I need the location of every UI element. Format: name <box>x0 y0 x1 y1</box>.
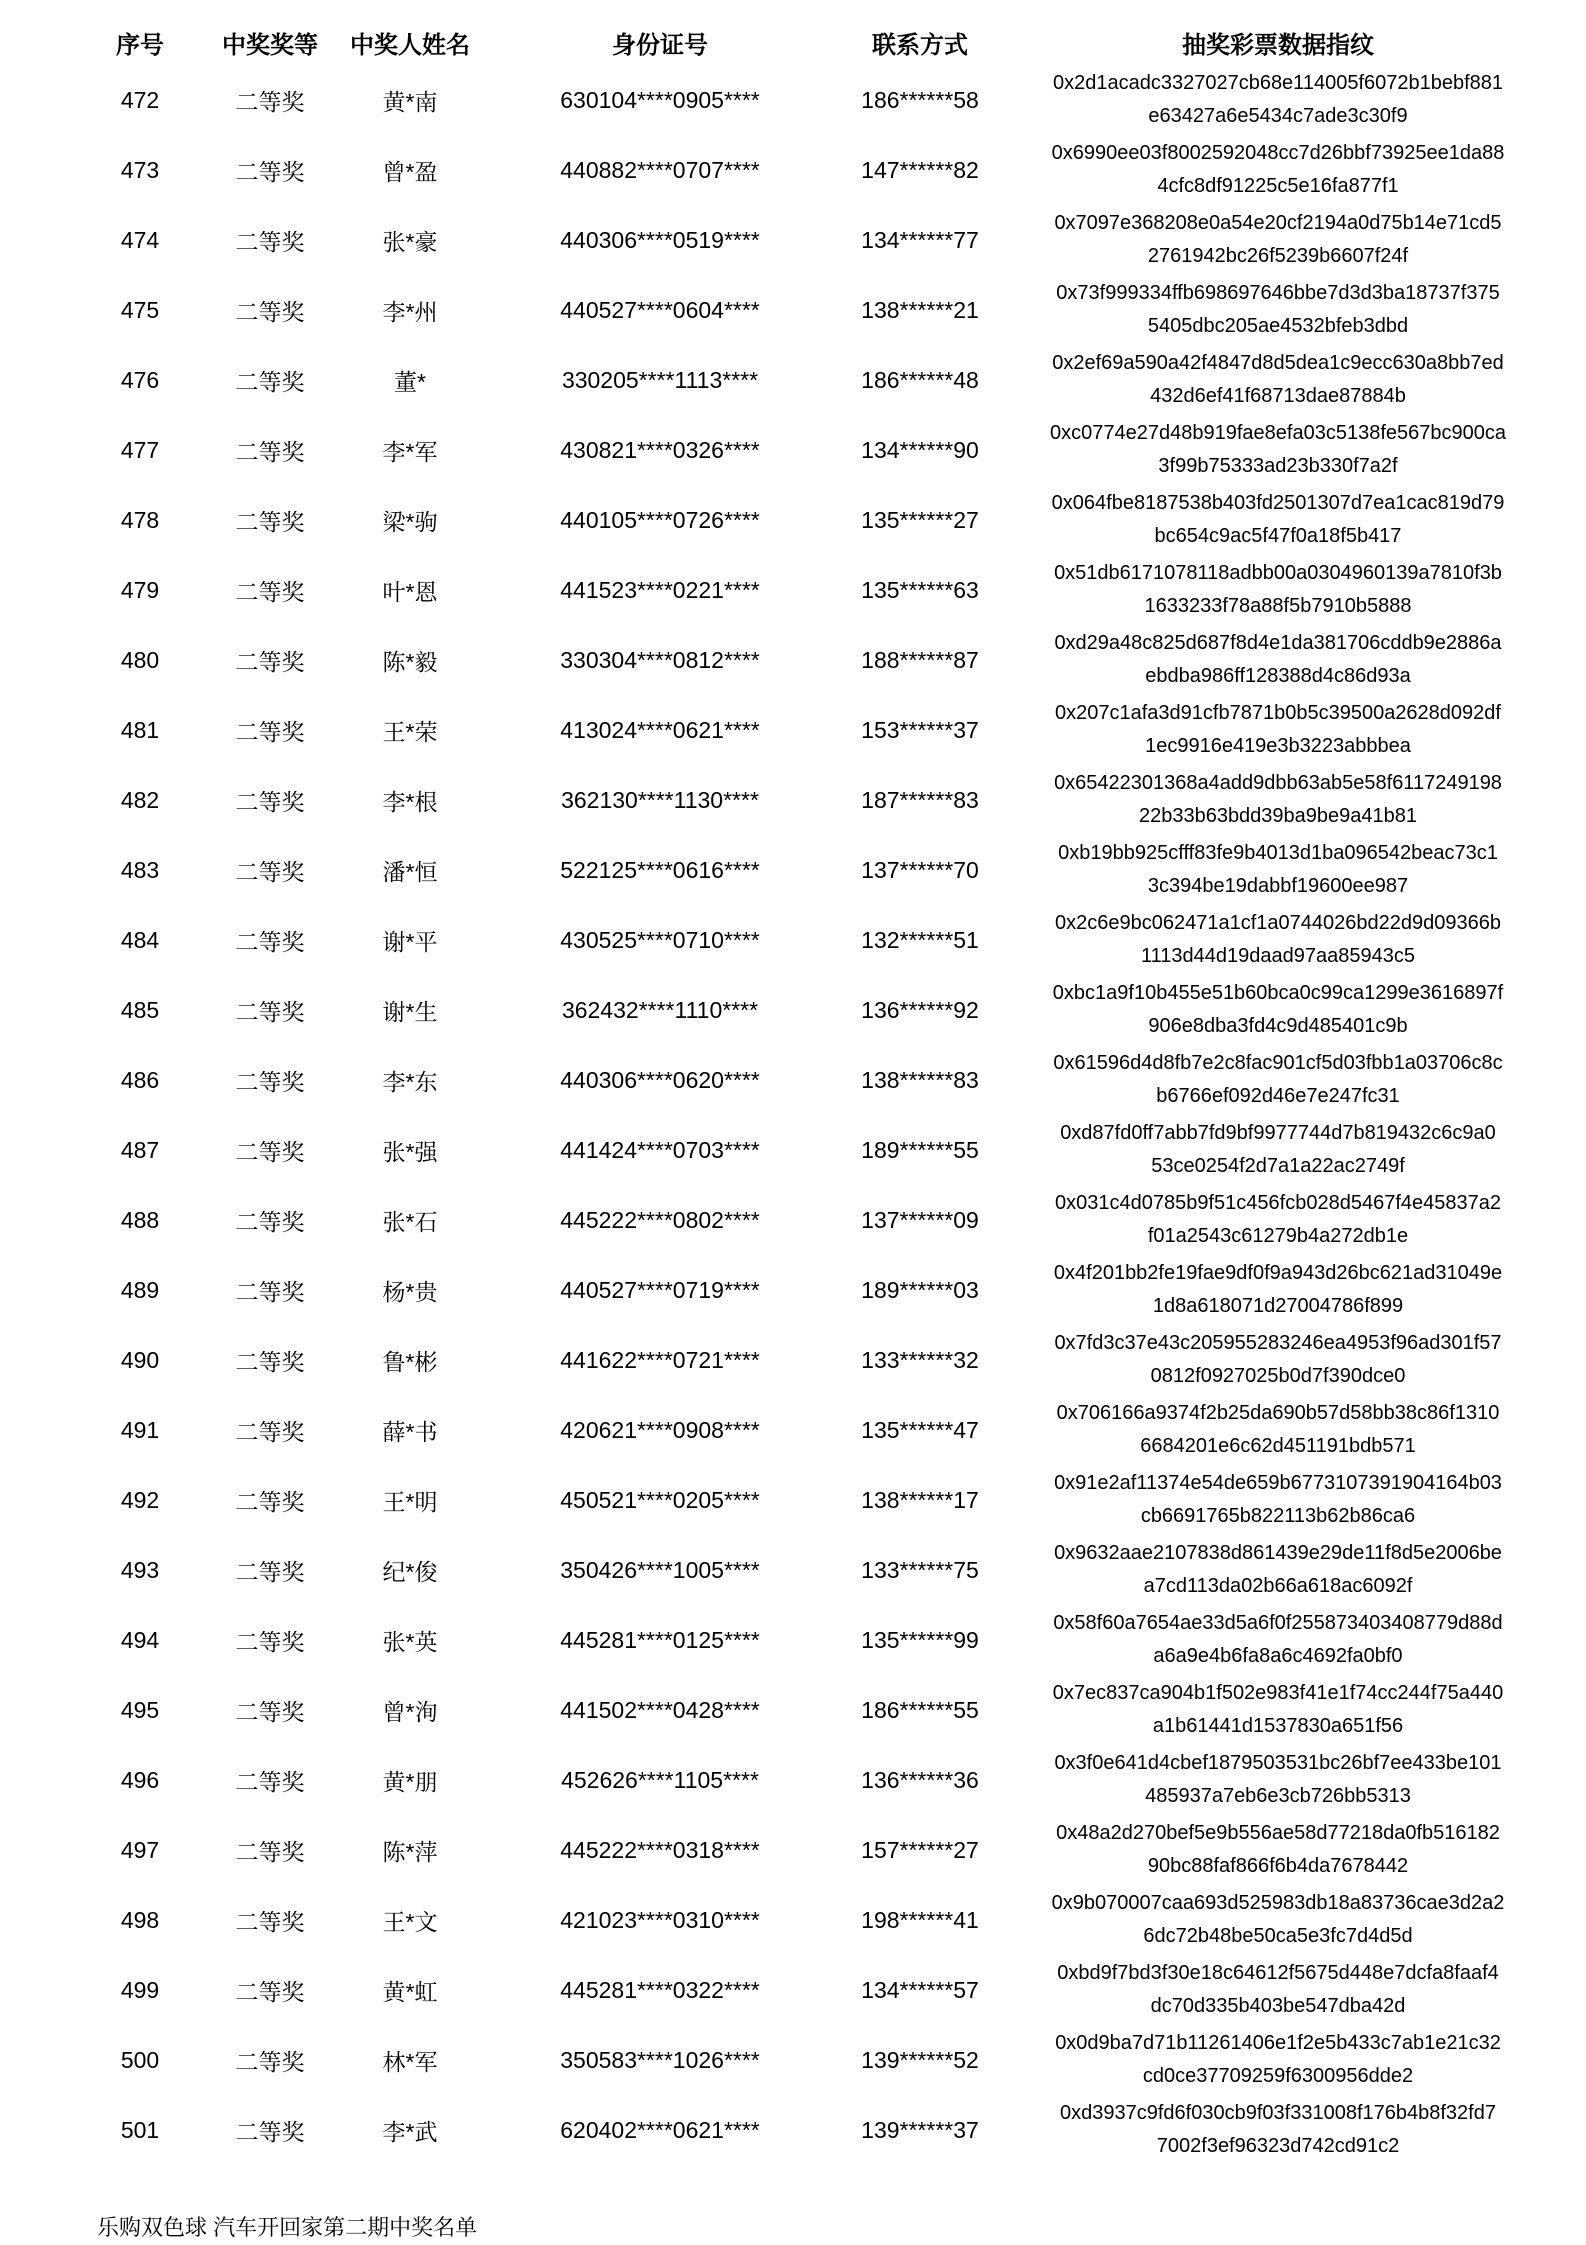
cell-prize-level: 二等奖 <box>235 2048 305 2075</box>
cell-winner-name: 王*荣 <box>382 718 438 745</box>
cell-winner-name: 谢*平 <box>382 928 438 955</box>
table-row <box>55 975 1531 1045</box>
cell-prize-level: 二等奖 <box>235 718 305 745</box>
cell-id-number: 430821****0326**** <box>560 436 760 463</box>
fingerprint-line-2: a1b61441d1537830a651f56 <box>1152 1715 1404 1737</box>
cell-phone: 187******83 <box>861 786 979 813</box>
cell-serial-number: 474 <box>120 226 160 253</box>
cell-phone: 135******63 <box>861 576 979 603</box>
fingerprint-line-1: 0x3f0e641d4cbef1879503531bc26bf7ee433be101 <box>1054 1752 1502 1774</box>
fingerprint-line-2: b6766ef092d46e7e247fc31 <box>1156 1085 1400 1107</box>
cell-winner-name: 潘*恒 <box>382 858 438 885</box>
cell-prize-level: 二等奖 <box>235 1838 305 1865</box>
cell-phone: 186******48 <box>861 366 979 393</box>
cell-prize-level: 二等奖 <box>235 1768 305 1795</box>
table-row <box>55 1115 1531 1185</box>
fingerprint-line-2: cb6691765b822113b62b86ca6 <box>1140 1505 1416 1527</box>
cell-id-number: 413024****0621**** <box>560 716 760 743</box>
fingerprint-line-1: 0x2d1acadc3327027cb68e114005f6072b1bebf881 <box>1052 72 1504 94</box>
cell-winner-name: 陈*萍 <box>382 1838 438 1865</box>
table-row <box>55 345 1531 415</box>
table-row <box>55 1815 1531 1885</box>
cell-prize-level: 二等奖 <box>235 2118 305 2145</box>
cell-id-number: 441622****0721**** <box>560 1346 760 1373</box>
cell-serial-number: 488 <box>120 1206 160 1233</box>
cell-phone: 138******83 <box>861 1066 979 1093</box>
table-header <box>55 0 1531 65</box>
cell-serial-number: 477 <box>120 436 160 463</box>
cell-winner-name: 张*豪 <box>382 228 438 255</box>
fingerprint-line-2: a6a9e4b6fa8a6c4692fa0bf0 <box>1153 1645 1403 1667</box>
table-row <box>55 1535 1531 1605</box>
cell-phone: 137******70 <box>861 856 979 883</box>
fingerprint-line-1: 0x7fd3c37e43c205955283246ea4953f96ad301f57 <box>1054 1332 1502 1354</box>
cell-phone: 198******41 <box>861 1906 979 1933</box>
cell-phone: 132******51 <box>861 926 979 953</box>
cell-winner-name: 黄*南 <box>382 88 438 115</box>
fingerprint-line-1: 0x73f999334ffb698697646bbe7d3d3ba18737f375 <box>1056 282 1500 304</box>
cell-serial-number: 483 <box>120 856 160 883</box>
fingerprint-line-2: f01a2543c61279b4a272db1e <box>1147 1225 1409 1247</box>
cell-prize-level: 二等奖 <box>235 858 305 885</box>
cell-prize-level: 二等奖 <box>235 368 305 395</box>
table-row <box>55 135 1531 205</box>
table-row <box>55 765 1531 835</box>
cell-prize-level: 二等奖 <box>235 228 305 255</box>
cell-phone: 136******36 <box>861 1766 979 1793</box>
fingerprint-line-1: 0x6990ee03f8002592048cc7d26bbf73925ee1da88 <box>1051 142 1505 164</box>
cell-ticket-fingerprint <box>1025 1675 1531 1745</box>
cell-id-number: 450521****0205**** <box>560 1486 760 1513</box>
fingerprint-line-1: 0x58f60a7654ae33d5a6f0f255873403408779d88d <box>1053 1612 1503 1634</box>
table-row <box>55 1675 1531 1745</box>
cell-winner-name: 张*英 <box>382 1628 438 1655</box>
cell-phone: 133******75 <box>861 1556 979 1583</box>
cell-prize-level: 二等奖 <box>235 1208 305 1235</box>
column-header-prize: 中奖奖等 <box>222 32 318 59</box>
cell-id-number: 522125****0616**** <box>560 856 760 883</box>
cell-ticket-fingerprint <box>1025 1465 1531 1535</box>
cell-ticket-fingerprint <box>1025 345 1531 415</box>
cell-prize-level: 二等奖 <box>235 1908 305 1935</box>
cell-prize-level: 二等奖 <box>235 1068 305 1095</box>
cell-serial-number: 485 <box>120 996 160 1023</box>
table-row <box>55 1745 1531 1815</box>
fingerprint-line-1: 0x7097e368208e0a54e20cf2194a0d75b14e71cd5 <box>1054 212 1502 234</box>
cell-phone: 135******47 <box>861 1416 979 1443</box>
fingerprint-line-1: 0x51db6171078118adbb00a0304960139a7810f3b <box>1054 562 1502 584</box>
cell-ticket-fingerprint <box>1025 485 1531 555</box>
cell-ticket-fingerprint <box>1025 1185 1531 1255</box>
cell-winner-name: 纪*俊 <box>382 1558 438 1585</box>
fingerprint-line-2: 432d6ef41f68713dae87884b <box>1150 385 1406 407</box>
cell-prize-level: 二等奖 <box>235 998 305 1025</box>
cell-id-number: 420621****0908**** <box>560 1416 760 1443</box>
cell-winner-name: 王*文 <box>382 1908 438 1935</box>
cell-phone: 134******57 <box>861 1976 979 2003</box>
cell-id-number: 445281****0125**** <box>560 1626 760 1653</box>
fingerprint-line-2: 6dc72b48be50ca5e3fc7d4d5d <box>1143 1925 1413 1947</box>
cell-phone: 153******37 <box>861 716 979 743</box>
cell-id-number: 440882****0707**** <box>560 156 760 183</box>
cell-ticket-fingerprint <box>1025 555 1531 625</box>
cell-prize-level: 二等奖 <box>235 1348 305 1375</box>
table-row <box>55 695 1531 765</box>
table-row <box>55 1955 1531 2025</box>
cell-phone: 189******55 <box>861 1136 979 1163</box>
cell-winner-name: 叶*恩 <box>382 578 438 605</box>
cell-serial-number: 480 <box>120 646 160 673</box>
cell-phone: 186******55 <box>861 1696 979 1723</box>
cell-prize-level: 二等奖 <box>235 1418 305 1445</box>
cell-phone: 138******17 <box>861 1486 979 1513</box>
cell-serial-number: 501 <box>120 2116 160 2143</box>
table-row <box>55 1045 1531 1115</box>
cell-id-number: 350583****1026**** <box>560 2046 760 2073</box>
cell-ticket-fingerprint <box>1025 1955 1531 2025</box>
column-header-id: 身份证号 <box>612 32 708 59</box>
cell-phone: 147******82 <box>861 156 979 183</box>
cell-phone: 135******99 <box>861 1626 979 1653</box>
fingerprint-line-2: 1113d44d19daad97aa85943c5 <box>1141 945 1415 967</box>
table-row <box>55 1255 1531 1325</box>
cell-winner-name: 张*强 <box>382 1138 438 1165</box>
table-row <box>55 65 1531 135</box>
cell-phone: 139******52 <box>861 2046 979 2073</box>
footer-caption: 乐购双色球 汽车开回家第二期中奖名单 <box>97 2215 478 2240</box>
cell-phone: 134******90 <box>861 436 979 463</box>
cell-serial-number: 492 <box>120 1486 160 1513</box>
cell-ticket-fingerprint <box>1025 1395 1531 1465</box>
cell-prize-level: 二等奖 <box>235 1558 305 1585</box>
column-header-no: 序号 <box>116 32 164 59</box>
fingerprint-line-2: 6684201e6c62d451191bdb571 <box>1140 1435 1416 1457</box>
table-row <box>55 1885 1531 1955</box>
fingerprint-line-2: 3f99b75333ad23b330f7a2f <box>1158 455 1398 477</box>
cell-serial-number: 497 <box>120 1836 160 1863</box>
cell-id-number: 440306****0519**** <box>560 226 760 253</box>
table-row <box>55 2025 1531 2095</box>
fingerprint-line-2: 4cfc8df91225c5e16fa877f1 <box>1157 175 1399 197</box>
cell-serial-number: 476 <box>120 366 160 393</box>
cell-ticket-fingerprint <box>1025 1605 1531 1675</box>
cell-ticket-fingerprint <box>1025 135 1531 205</box>
cell-ticket-fingerprint <box>1025 1535 1531 1605</box>
fingerprint-line-1: 0x031c4d0785b9f51c456fcb028d5467f4e45837a2 <box>1055 1192 1501 1214</box>
cell-serial-number: 486 <box>120 1066 160 1093</box>
cell-serial-number: 489 <box>120 1276 160 1303</box>
cell-id-number: 440306****0620**** <box>560 1066 760 1093</box>
column-header-name: 中奖人姓名 <box>350 32 470 59</box>
fingerprint-line-2: cd0ce37709259f6300956dde2 <box>1142 2065 1414 2087</box>
table-row <box>55 485 1531 555</box>
fingerprint-line-1: 0xc0774e27d48b919fae8efa03c5138fe567bc900ca <box>1050 422 1506 444</box>
cell-winner-name: 黄*虹 <box>382 1978 438 2005</box>
fingerprint-line-1: 0x064fbe8187538b403fd2501307d7ea1cac819d79 <box>1051 492 1505 514</box>
table-row <box>55 905 1531 975</box>
cell-prize-level: 二等奖 <box>235 648 305 675</box>
table-row <box>55 205 1531 275</box>
cell-serial-number: 478 <box>120 506 160 533</box>
cell-id-number: 440527****0604**** <box>560 296 760 323</box>
fingerprint-line-2: 90bc88faf866f6b4da7678442 <box>1147 1855 1409 1877</box>
cell-prize-level: 二等奖 <box>235 508 305 535</box>
table-row <box>55 625 1531 695</box>
cell-serial-number: 472 <box>120 86 160 113</box>
fingerprint-line-1: 0xd3937c9fd6f030cb9f03f331008f176b4b8f32fd7 <box>1060 2102 1496 2124</box>
fingerprint-line-1: 0x9632aae2107838d861439e29de11f8d5e2006be <box>1054 1542 1502 1564</box>
table-body <box>55 65 1531 2165</box>
table-row <box>55 2095 1531 2165</box>
cell-serial-number: 475 <box>120 296 160 323</box>
cell-id-number: 620402****0621**** <box>560 2116 760 2143</box>
fingerprint-line-1: 0x2c6e9bc062471a1cf1a0744026bd22d9d09366b <box>1055 912 1501 934</box>
cell-ticket-fingerprint <box>1025 1325 1531 1395</box>
cell-winner-name: 曾*盈 <box>382 158 438 185</box>
cell-id-number: 350426****1005**** <box>560 1556 760 1583</box>
cell-winner-name: 黄*朋 <box>382 1768 438 1795</box>
cell-prize-level: 二等奖 <box>235 1138 305 1165</box>
cell-id-number: 430525****0710**** <box>560 926 760 953</box>
fingerprint-line-2: bc654c9ac5f47f0a18f5b417 <box>1154 525 1402 547</box>
cell-phone: 134******77 <box>861 226 979 253</box>
cell-ticket-fingerprint <box>1025 415 1531 485</box>
cell-ticket-fingerprint <box>1025 1045 1531 1115</box>
cell-id-number: 330304****0812**** <box>560 646 760 673</box>
cell-prize-level: 二等奖 <box>235 1488 305 1515</box>
cell-ticket-fingerprint <box>1025 1255 1531 1325</box>
fingerprint-line-1: 0x65422301368a4add9dbb63ab5e58f6117249198 <box>1054 772 1502 794</box>
cell-serial-number: 490 <box>120 1346 160 1373</box>
fingerprint-line-1: 0x4f201bb2fe19fae9df0f9a943d26bc621ad31049e <box>1053 1262 1503 1284</box>
cell-prize-level: 二等奖 <box>235 88 305 115</box>
table-row <box>55 835 1531 905</box>
cell-winner-name: 鲁*彬 <box>382 1348 438 1375</box>
cell-prize-level: 二等奖 <box>235 1978 305 2005</box>
table-row <box>55 555 1531 625</box>
cell-winner-name: 董* <box>394 368 426 395</box>
cell-serial-number: 473 <box>120 156 160 183</box>
cell-ticket-fingerprint <box>1025 275 1531 345</box>
cell-ticket-fingerprint <box>1025 2025 1531 2095</box>
cell-ticket-fingerprint <box>1025 625 1531 695</box>
table-row <box>55 1395 1531 1465</box>
cell-serial-number: 479 <box>120 576 160 603</box>
cell-ticket-fingerprint <box>1025 1115 1531 1185</box>
fingerprint-line-1: 0xbd9f7bd3f30e18c64612f5675d448e7dcfa8faaf4 <box>1057 1962 1499 1984</box>
cell-winner-name: 梁*驹 <box>382 508 438 535</box>
cell-id-number: 452626****1105**** <box>561 1766 759 1793</box>
cell-id-number: 441523****0221**** <box>560 576 760 603</box>
cell-winner-name: 王*明 <box>382 1488 438 1515</box>
cell-ticket-fingerprint <box>1025 1745 1531 1815</box>
fingerprint-line-2: 0812f0927025b0d7f390dce0 <box>1150 1365 1406 1387</box>
cell-phone: 133******32 <box>861 1346 979 1373</box>
fingerprint-line-2: dc70d335b403be547dba42d <box>1150 1995 1406 2017</box>
fingerprint-line-2: 1d8a618071d27004786f899 <box>1152 1295 1404 1317</box>
cell-prize-level: 二等奖 <box>235 788 305 815</box>
cell-prize-level: 二等奖 <box>235 298 305 325</box>
cell-winner-name: 薛*书 <box>382 1418 438 1445</box>
cell-winner-name: 李*武 <box>382 2118 438 2145</box>
table-row <box>55 415 1531 485</box>
table-row <box>55 1465 1531 1535</box>
cell-serial-number: 500 <box>120 2046 160 2073</box>
cell-ticket-fingerprint <box>1025 65 1531 135</box>
cell-phone: 157******27 <box>861 1836 979 1863</box>
fingerprint-line-1: 0xd87fd0ff7abb7fd9bf9977744d7b819432c6c9a0 <box>1060 1122 1496 1144</box>
fingerprint-line-2: 5405dbc205ae4532bfeb3dbd <box>1147 315 1409 337</box>
cell-prize-level: 二等奖 <box>235 1628 305 1655</box>
fingerprint-line-1: 0x207c1afa3d91cfb7871b0b5c39500a2628d092df <box>1055 702 1501 724</box>
cell-phone: 188******87 <box>861 646 979 673</box>
cell-prize-level: 二等奖 <box>235 438 305 465</box>
fingerprint-line-1: 0x0d9ba7d71b11261406e1f2e5b433c7ab1e21c32 <box>1055 2032 1501 2054</box>
cell-phone: 138******21 <box>861 296 979 323</box>
cell-id-number: 445281****0322**** <box>560 1976 760 2003</box>
fingerprint-line-2: e63427a6e5434c7ade3c30f9 <box>1148 105 1408 127</box>
cell-winner-name: 曾*洵 <box>382 1698 438 1725</box>
cell-winner-name: 杨*贵 <box>382 1278 438 1305</box>
cell-winner-name: 陈*毅 <box>382 648 438 675</box>
fingerprint-line-1: 0x706166a9374f2b25da690b57d58bb38c86f1310 <box>1056 1402 1500 1424</box>
cell-winner-name: 谢*生 <box>382 998 438 1025</box>
cell-winner-name: 李*东 <box>382 1068 438 1095</box>
cell-id-number: 445222****0318**** <box>560 1836 760 1863</box>
fingerprint-line-2: 485937a7eb6e3cb726bb5313 <box>1145 1785 1411 1807</box>
column-header-fingerprint: 抽奖彩票数据指纹 <box>1182 32 1374 59</box>
cell-winner-name: 张*石 <box>382 1208 438 1235</box>
fingerprint-line-2: 7002f3ef96323d742cd91c2 <box>1156 2135 1400 2157</box>
fingerprint-line-2: ebdba986ff128388d4c86d93a <box>1145 665 1411 687</box>
cell-serial-number: 498 <box>120 1906 160 1933</box>
cell-phone: 189******03 <box>861 1276 979 1303</box>
cell-serial-number: 487 <box>120 1136 160 1163</box>
cell-winner-name: 李*军 <box>382 438 438 465</box>
cell-serial-number: 496 <box>120 1766 160 1793</box>
cell-serial-number: 491 <box>120 1416 160 1443</box>
cell-winner-name: 李*根 <box>382 788 438 815</box>
cell-id-number: 441424****0703**** <box>560 1136 760 1163</box>
cell-prize-level: 二等奖 <box>235 1278 305 1305</box>
fingerprint-line-1: 0xb19bb925cfff83fe9b4013d1ba096542beac73c1 <box>1058 842 1498 864</box>
cell-id-number: 441502****0428**** <box>560 1696 760 1723</box>
cell-serial-number: 494 <box>120 1626 160 1653</box>
fingerprint-line-2: 22b33b63bdd39ba9be9a41b81 <box>1138 805 1418 827</box>
cell-prize-level: 二等奖 <box>235 928 305 955</box>
fingerprint-line-1: 0xd29a48c825d687f8d4e1da381706cddb9e2886a <box>1054 632 1502 654</box>
cell-serial-number: 481 <box>120 716 160 743</box>
table-row <box>55 1605 1531 1675</box>
cell-id-number: 440105****0726**** <box>560 506 760 533</box>
table-row <box>55 1185 1531 1255</box>
cell-serial-number: 499 <box>120 1976 160 2003</box>
cell-phone: 186******58 <box>861 86 979 113</box>
cell-id-number: 362130****1130**** <box>561 786 759 813</box>
cell-ticket-fingerprint <box>1025 695 1531 765</box>
fingerprint-line-2: 2761942bc26f5239b6607f24f <box>1147 245 1409 267</box>
cell-phone: 139******37 <box>861 2116 979 2143</box>
cell-id-number: 445222****0802**** <box>560 1206 760 1233</box>
cell-serial-number: 484 <box>120 926 160 953</box>
cell-prize-level: 二等奖 <box>235 1698 305 1725</box>
fingerprint-line-1: 0x7ec837ca904b1f502e983f41e1f74cc244f75a440 <box>1052 1682 1504 1704</box>
cell-winner-name: 林*军 <box>382 2048 438 2075</box>
fingerprint-line-1: 0xbc1a9f10b455e51b60bca0c99ca1299e3616897f <box>1052 982 1504 1004</box>
cell-ticket-fingerprint <box>1025 1885 1531 1955</box>
fingerprint-line-2: 1633233f78a88f5b7910b5888 <box>1144 595 1412 617</box>
cell-phone: 136******92 <box>861 996 979 1023</box>
fingerprint-line-1: 0x9b070007caa693d525983db18a83736cae3d2a2 <box>1051 1892 1505 1914</box>
cell-prize-level: 二等奖 <box>235 578 305 605</box>
cell-phone: 137******09 <box>861 1206 979 1233</box>
cell-ticket-fingerprint <box>1025 2095 1531 2165</box>
cell-ticket-fingerprint <box>1025 765 1531 835</box>
column-header-phone: 联系方式 <box>872 32 968 59</box>
cell-serial-number: 495 <box>120 1696 160 1723</box>
table-row <box>55 275 1531 345</box>
cell-id-number: 330205****1113**** <box>561 366 759 393</box>
cell-ticket-fingerprint <box>1025 835 1531 905</box>
fingerprint-line-1: 0x2ef69a590a42f4847d8d5dea1c9ecc630a8bb7ed <box>1052 352 1504 374</box>
fingerprint-line-2: 53ce0254f2d7a1a22ac2749f <box>1151 1155 1405 1177</box>
cell-serial-number: 482 <box>120 786 160 813</box>
cell-ticket-fingerprint <box>1025 1815 1531 1885</box>
cell-id-number: 362432****1110**** <box>561 996 759 1023</box>
cell-ticket-fingerprint <box>1025 905 1531 975</box>
cell-phone: 135******27 <box>861 506 979 533</box>
fingerprint-line-2: a7cd113da02b66a618ac6092f <box>1143 1575 1413 1597</box>
fingerprint-line-1: 0x91e2af11374e54de659b6773107391904164b03 <box>1054 1472 1502 1494</box>
fingerprint-line-1: 0x48a2d270bef5e9b556ae58d77218da0fb516182 <box>1056 1822 1500 1844</box>
cell-ticket-fingerprint <box>1025 975 1531 1045</box>
fingerprint-line-2: 906e8dba3fd4c9d485401c9b <box>1148 1015 1408 1037</box>
cell-ticket-fingerprint <box>1025 205 1531 275</box>
cell-winner-name: 李*州 <box>382 298 438 325</box>
cell-serial-number: 493 <box>120 1556 160 1583</box>
cell-id-number: 421023****0310**** <box>560 1906 760 1933</box>
fingerprint-line-2: 1ec9916e419e3b3223abbbea <box>1145 735 1411 757</box>
cell-id-number: 440527****0719**** <box>560 1276 760 1303</box>
table-row <box>55 1325 1531 1395</box>
cell-prize-level: 二等奖 <box>235 158 305 185</box>
cell-id-number: 630104****0905**** <box>560 86 760 113</box>
fingerprint-line-1: 0x61596d4d8fb7e2c8fac901cf5d03fbb1a03706c8c <box>1053 1052 1503 1074</box>
fingerprint-line-2: 3c394be19dabbf19600ee987 <box>1147 875 1409 897</box>
